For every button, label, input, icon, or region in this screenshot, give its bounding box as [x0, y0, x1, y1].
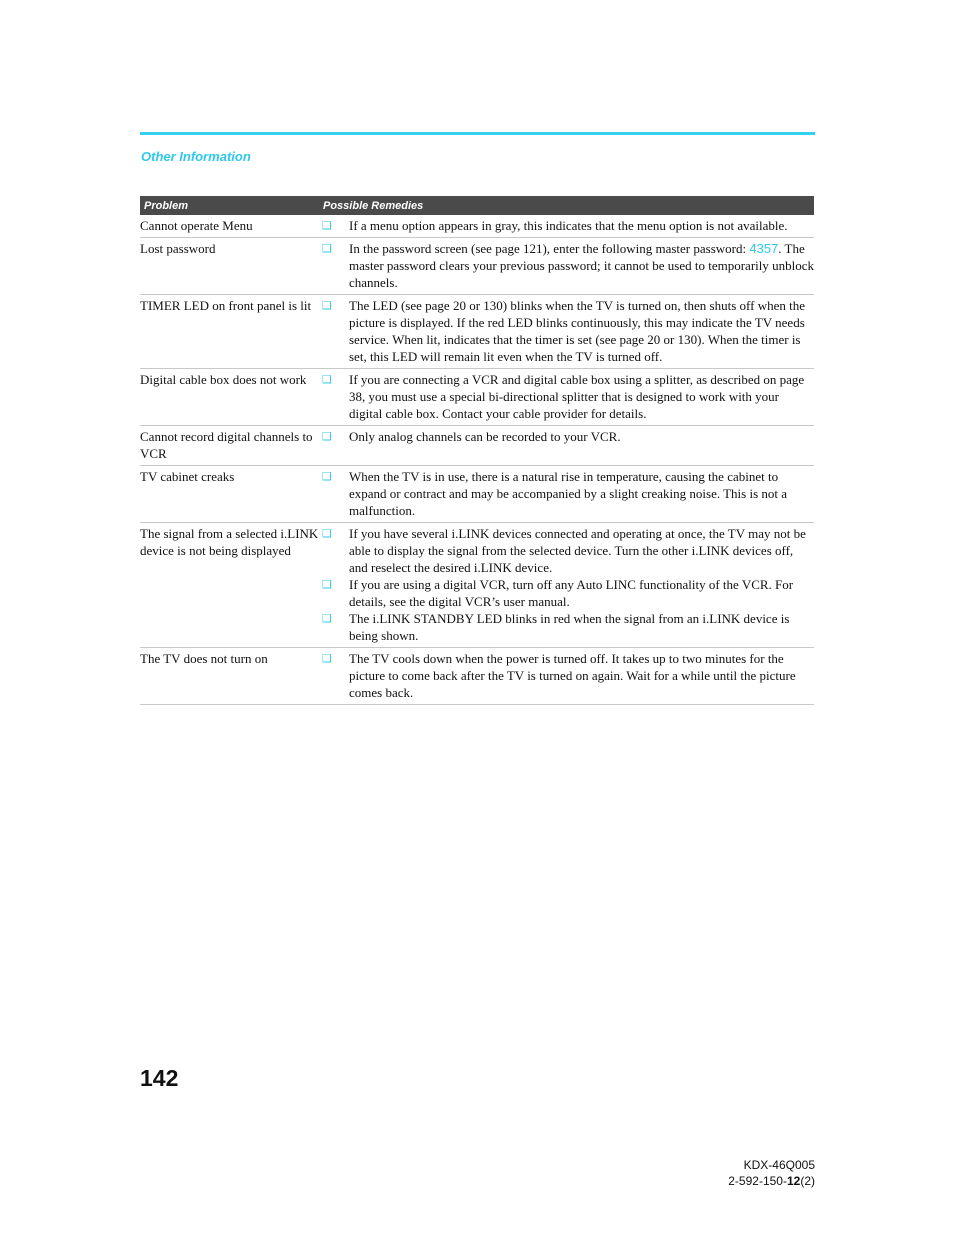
- checkbox-bullet-icon: ❑: [322, 373, 332, 386]
- checkbox-bullet-icon: ❑: [322, 430, 332, 443]
- remedy-text: If you are using a digital VCR, turn off any Auto LINC functionality of the VCR. For details, see the digital VCR’s user manual.: [349, 577, 794, 609]
- table-row: [140, 238, 814, 295]
- checkbox-bullet-icon: ❑: [322, 612, 332, 625]
- table-row: [140, 466, 814, 523]
- remedy-text-post: . The master password clears your previous password; it cannot be used to temporarily unblock channels.: [349, 241, 814, 290]
- table-row: [140, 215, 814, 238]
- part-code: [728, 1173, 815, 1189]
- troubleshooting-table: [140, 196, 814, 705]
- problem-cell: Digital cable box does not work: [140, 372, 307, 387]
- table-row: [140, 523, 814, 648]
- model-number: KDX-46Q005: [743, 1158, 815, 1172]
- column-header-remedies: Possible Remedies: [323, 199, 424, 212]
- problem-cell: TV cabinet creaks: [140, 469, 235, 484]
- checkbox-bullet-icon: ❑: [322, 470, 332, 483]
- column-header-problem: Problem: [144, 199, 189, 212]
- remedy-text: [349, 240, 814, 291]
- part-code-suffix: (2): [800, 1174, 815, 1188]
- remedy-cell: [321, 371, 814, 422]
- problem-cell: Cannot record digital channels to VCR: [140, 429, 313, 461]
- checkbox-bullet-icon: ❑: [322, 299, 332, 312]
- remedy-item: [321, 371, 814, 422]
- part-code-bold: 12: [786, 1174, 801, 1188]
- section-title: Other Information: [141, 149, 251, 164]
- remedy-text: When the TV is in use, there is a natural rise in temperature, causing the cabinet to expand or contract and may be accompanied by a slight creaking noise. This is not a malfunction.: [349, 469, 788, 518]
- problem-cell: The signal from a selected i.LINK device is not being displayed: [140, 526, 319, 558]
- remedy-item: [321, 525, 814, 576]
- checkbox-bullet-icon: ❑: [322, 242, 332, 255]
- page-number: 142: [140, 1065, 179, 1091]
- remedy-cell: [321, 650, 814, 701]
- remedy-item: [321, 610, 814, 644]
- remedy-item: [321, 576, 814, 610]
- table-row: [140, 295, 814, 369]
- checkbox-bullet-icon: ❑: [322, 527, 332, 540]
- problem-cell: Lost password: [140, 241, 216, 256]
- remedy-cell: [321, 217, 814, 234]
- problem-cell: Cannot operate Menu: [140, 218, 253, 233]
- table-row: [140, 369, 814, 426]
- table-header: [140, 196, 814, 215]
- remedy-item: [321, 650, 814, 701]
- remedy-cell: [321, 297, 814, 365]
- remedy-text: The i.LINK STANDBY LED blinks in red when the signal from an i.LINK device is being shown.: [349, 611, 790, 643]
- remedy-item: [321, 217, 814, 234]
- remedy-text: If you have several i.LINK devices connected and operating at once, the TV may not be able to display the signal from the selected device. Turn the other i.LINK devices off, and reselect the desired i.LINK device.: [349, 526, 806, 575]
- model-info: [728, 1157, 815, 1189]
- checkbox-bullet-icon: ❑: [322, 578, 332, 591]
- remedy-cell: [321, 525, 814, 644]
- remedy-text: If you are connecting a VCR and digital cable box using a splitter, as described on page 38, you must use a special bi-directional splitter that is designed to work with your digital cable box. Contact your cable provider for details.: [349, 372, 805, 421]
- remedy-text: The TV cools down when the power is turned off. It takes up to two minutes for the picture to come back after the TV is turned on again. Wait for a while until the picture comes back.: [349, 651, 796, 700]
- table-row: [140, 426, 814, 466]
- remedy-item: [321, 297, 814, 365]
- remedy-cell: [321, 468, 814, 519]
- remedy-text-pre: In the password screen (see page 121), enter the following master password:: [349, 241, 750, 256]
- checkbox-bullet-icon: ❑: [322, 219, 332, 232]
- remedy-text: The LED (see page 20 or 130) blinks when the TV is turned on, then shuts off when the picture is displayed. If the red LED blinks continuously, this may indicate the TV needs service. When lit, indicates that the timer is set (see page 20 or 130). When the timer is set, this LED will remain lit even when the TV is turned off.: [349, 298, 805, 364]
- master-password-code: 4357: [749, 241, 779, 256]
- remedy-item: [321, 428, 814, 445]
- checkbox-bullet-icon: ❑: [322, 652, 332, 665]
- remedy-text: Only analog channels can be recorded to your VCR.: [349, 429, 621, 444]
- remedy-item: [321, 468, 814, 519]
- remedy-cell: [321, 240, 814, 291]
- remedy-cell: [321, 428, 814, 462]
- remedy-item: [321, 240, 814, 291]
- part-code-prefix: 2-592-150-: [728, 1174, 787, 1188]
- problem-cell: TIMER LED on front panel is lit: [140, 298, 312, 313]
- remedy-text: If a menu option appears in gray, this indicates that the menu option is not available.: [349, 218, 788, 233]
- table-row: [140, 648, 814, 705]
- top-rule: [140, 132, 815, 135]
- problem-cell: The TV does not turn on: [140, 651, 268, 666]
